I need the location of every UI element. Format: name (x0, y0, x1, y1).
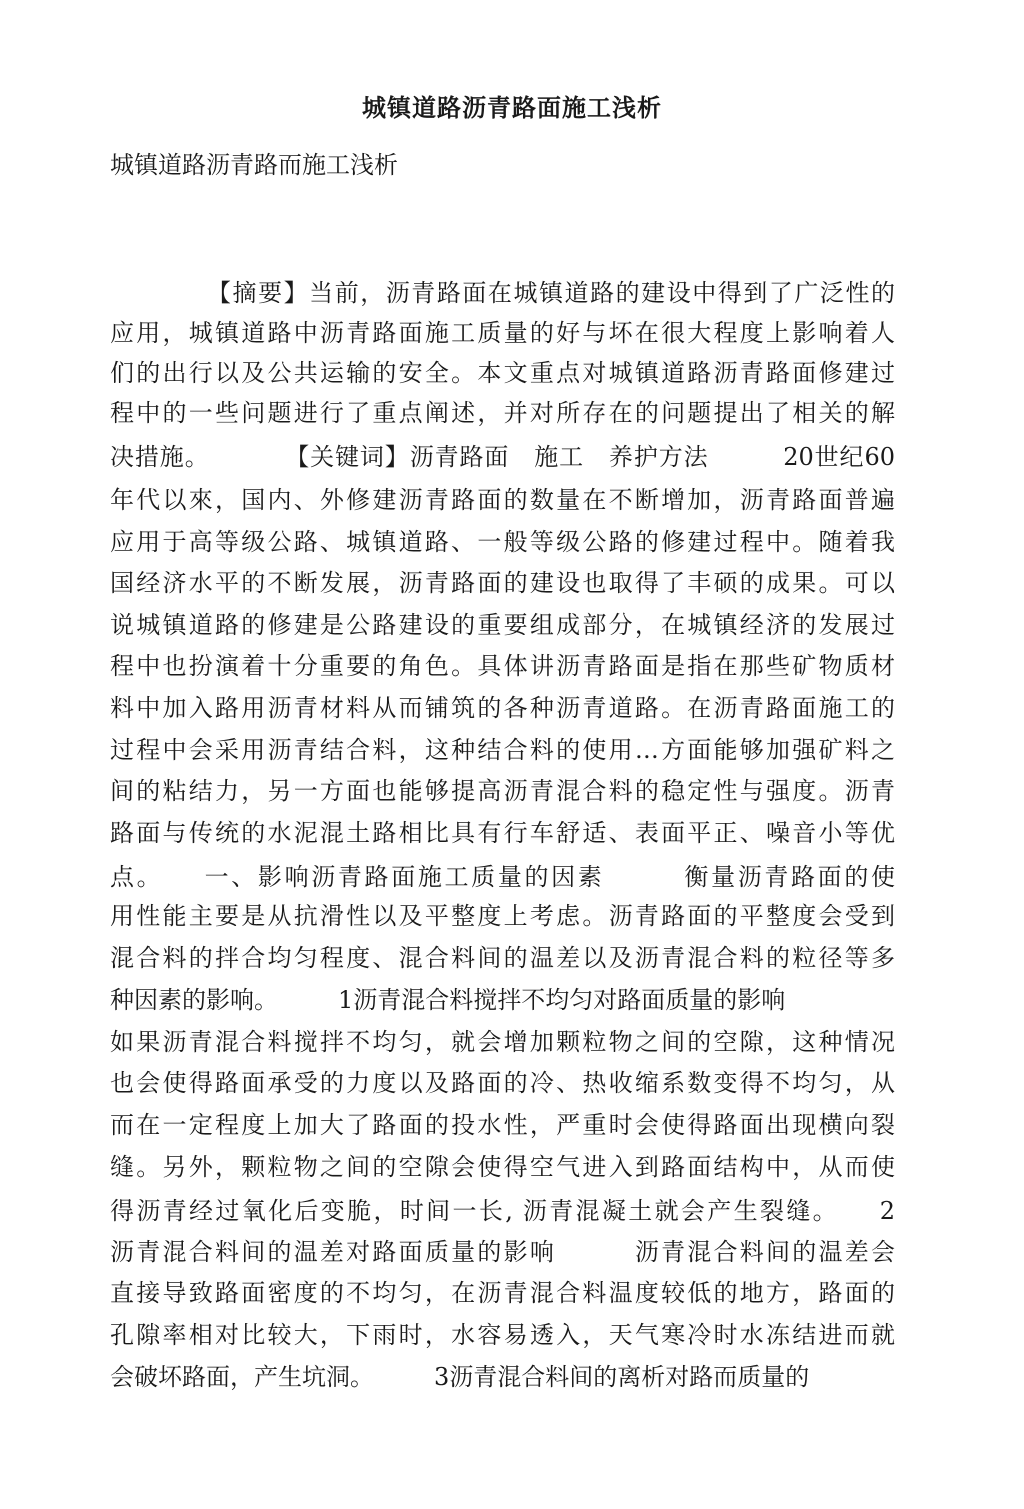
paragraph-line: 会破坏路面，产生坑洞。 3沥青混合料间的离析对路而质量的 (110, 1363, 810, 1391)
page-title: 城镇道路沥青路面施工浅析 (362, 94, 662, 122)
paragraph-line: 程中也扮演着十分重要的角色。具体讲沥青路面是指在那些矿物质材 (110, 652, 895, 680)
paragraph-line: 直接导致路面密度的不均匀，在沥青混合料温度较低的地方，路面的 (110, 1279, 895, 1307)
paragraph-line: 说城镇道路的修建是公路建设的重要组成部分，在城镇经济的发展过 (110, 611, 895, 639)
paragraph-line: 国经济水平的不断发展，沥青路面的建设也取得了丰硕的成果。可以 (110, 569, 895, 597)
paragraph-line: 间的粘结力，另一方面也能够提高沥青混合料的稳定性与强度。沥青 (110, 777, 895, 805)
paragraph-line: 用性能主要是从抗滑性以及平整度上考虑。沥青路面的平整度会受到 (110, 902, 895, 930)
paragraph-line: 混合料的拌合均匀程度、混合料间的温差以及沥青混合料的粒径等多 (110, 944, 895, 972)
paragraph-line: 应用于高等级公路、城镇道路、一般等级公路的修建过程中。随着我 (110, 528, 895, 556)
paragraph-line: 程中的一些问题进行了重点阐述，并对所存在的问题提出了相关的解 (110, 399, 895, 427)
paragraph-line: 而在一定程度上加大了路面的投水性，严重时会使得路面出现横向裂 (110, 1111, 895, 1139)
paragraph-line: 孔隙率相对比较大，下雨时，水容易透入，天气寒冷时水冻结进而就 (110, 1321, 895, 1349)
paragraph-line: 应用，城镇道路中沥青路面施工质量的好与坏在很大程度上影响着人 (110, 319, 895, 347)
subtitle: 城镇道路沥青路而施工浅析 (110, 151, 398, 179)
paragraph-line: 沥青混合料间的温差对路面质量的影响 沥青混合料间的温差会 (110, 1238, 895, 1266)
paragraph-line: 种因素的影响。 1沥青混合料搅拌不均匀对路面质量的影响 (110, 986, 786, 1014)
paragraph-line: 缝。另外，颗粒物之间的空隙会使得空气进入到路面结构中，从而使 (110, 1153, 895, 1181)
paragraph-line: 料中加入路用沥青材料从而铺筑的各种沥青道路。在沥青路面施工的 (110, 694, 895, 722)
paragraph-line: 点。 一、影响沥青路面施工质量的因素 衡量沥青路面的使 (110, 863, 895, 891)
paragraph-line: 们的出行以及公共运输的安全。本文重点对城镇道路沥青路面修建过 (110, 359, 895, 387)
paragraph-line: 如果沥青混合料搅拌不均匀，就会增加颗粒物之间的空隙，这种情况 (110, 1028, 895, 1056)
paragraph-line: 年代以來，国内、外修建沥青路面的数量在不断增加，沥青路面普遍 (110, 486, 895, 514)
paragraph-line: 过程中会采用沥青结合料，这种结合料的使用…方面能够加强矿料之 (110, 736, 895, 764)
paragraph-line: 决措施。 【关键词】沥青路面 施工 养护方法 20世纪60 (110, 443, 895, 471)
paragraph-line: 也会使得路面承受的力度以及路面的冷、热收缩系数变得不均匀，从 (110, 1069, 895, 1097)
paragraph-line: 得沥青经过氧化后变脆，时间一长, 沥青混凝土就会产生裂缝。 2 (110, 1197, 895, 1225)
paragraph-line: 【摘要】当前，沥青路面在城镇道路的建设中得到了广泛性的 (207, 279, 895, 307)
paragraph-line: 路面与传统的水泥混土路相比具有行车舒适、表面平正、噪音小等优 (110, 819, 895, 847)
